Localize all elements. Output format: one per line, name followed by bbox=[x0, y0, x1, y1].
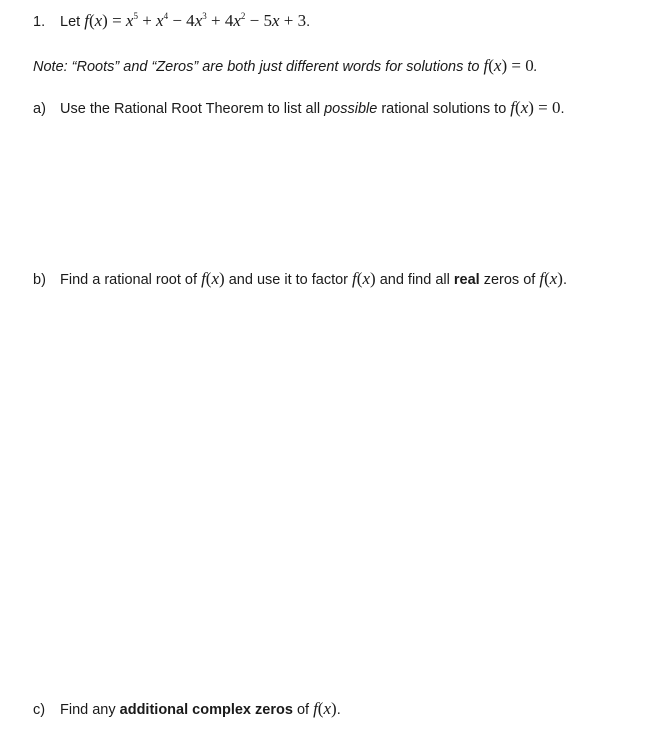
note-equation: f(x) = 0 bbox=[483, 56, 534, 75]
part-a-label: a) bbox=[33, 101, 46, 117]
part-b-question: b) Find a rational root of f(x) and use it to factor f(x) and find all real zeros of f(x). bbox=[33, 269, 567, 288]
part-a-equation: f(x) = 0 bbox=[510, 98, 561, 117]
part-a-emphasis: possible bbox=[324, 101, 378, 117]
part-b-text-4: zeros of bbox=[483, 272, 536, 288]
part-b-text-2: and use it to factor bbox=[228, 272, 349, 288]
part-c-question: c) Find any additional complex zeros of f(x). bbox=[33, 699, 341, 718]
part-b-expr-2: f(x) bbox=[352, 269, 376, 288]
part-b-expr-1: f(x) bbox=[201, 269, 225, 288]
part-a-text-1: Use the Rational Root Theorem to list all bbox=[60, 101, 321, 117]
part-c-text-1: Find any bbox=[60, 702, 116, 718]
part-c-expr: f(x) bbox=[313, 699, 337, 718]
problem-number: 1. bbox=[33, 14, 46, 30]
part-b-expr-3: f(x) bbox=[539, 269, 563, 288]
part-a-text-2: rational solutions to bbox=[381, 101, 507, 117]
part-b-text-3: and find all bbox=[379, 272, 450, 288]
part-c-text-2: of bbox=[296, 702, 310, 718]
function-definition: $f(x) = x^5 + x^4 - 4x^3 + 4x^2 - 5x + 3$ bbox=[84, 11, 307, 30]
part-b-text-1: Find a rational root of bbox=[60, 272, 198, 288]
part-b-bold: real bbox=[453, 272, 480, 288]
part-b-label: b) bbox=[33, 272, 46, 288]
problem-statement: 1. Let $f(x) = x^5 + x^4 - 4x^3 + 4x^2 - 5x + 3$. bbox=[33, 11, 311, 30]
part-a-question: a) Use the Rational Root Theorem to list all possible rational solutions to f(x) = 0. bbox=[33, 98, 565, 117]
note-line: Note: “Roots” and “Zeros” are both just different words for solutions to f(x) = 0. bbox=[33, 56, 538, 75]
let-word: Let bbox=[60, 14, 81, 30]
note-text: Note: “Roots” and “Zeros” are both just different words for solutions to bbox=[33, 59, 480, 75]
part-c-label: c) bbox=[33, 702, 46, 718]
part-c-bold: additional complex zeros bbox=[119, 702, 293, 718]
